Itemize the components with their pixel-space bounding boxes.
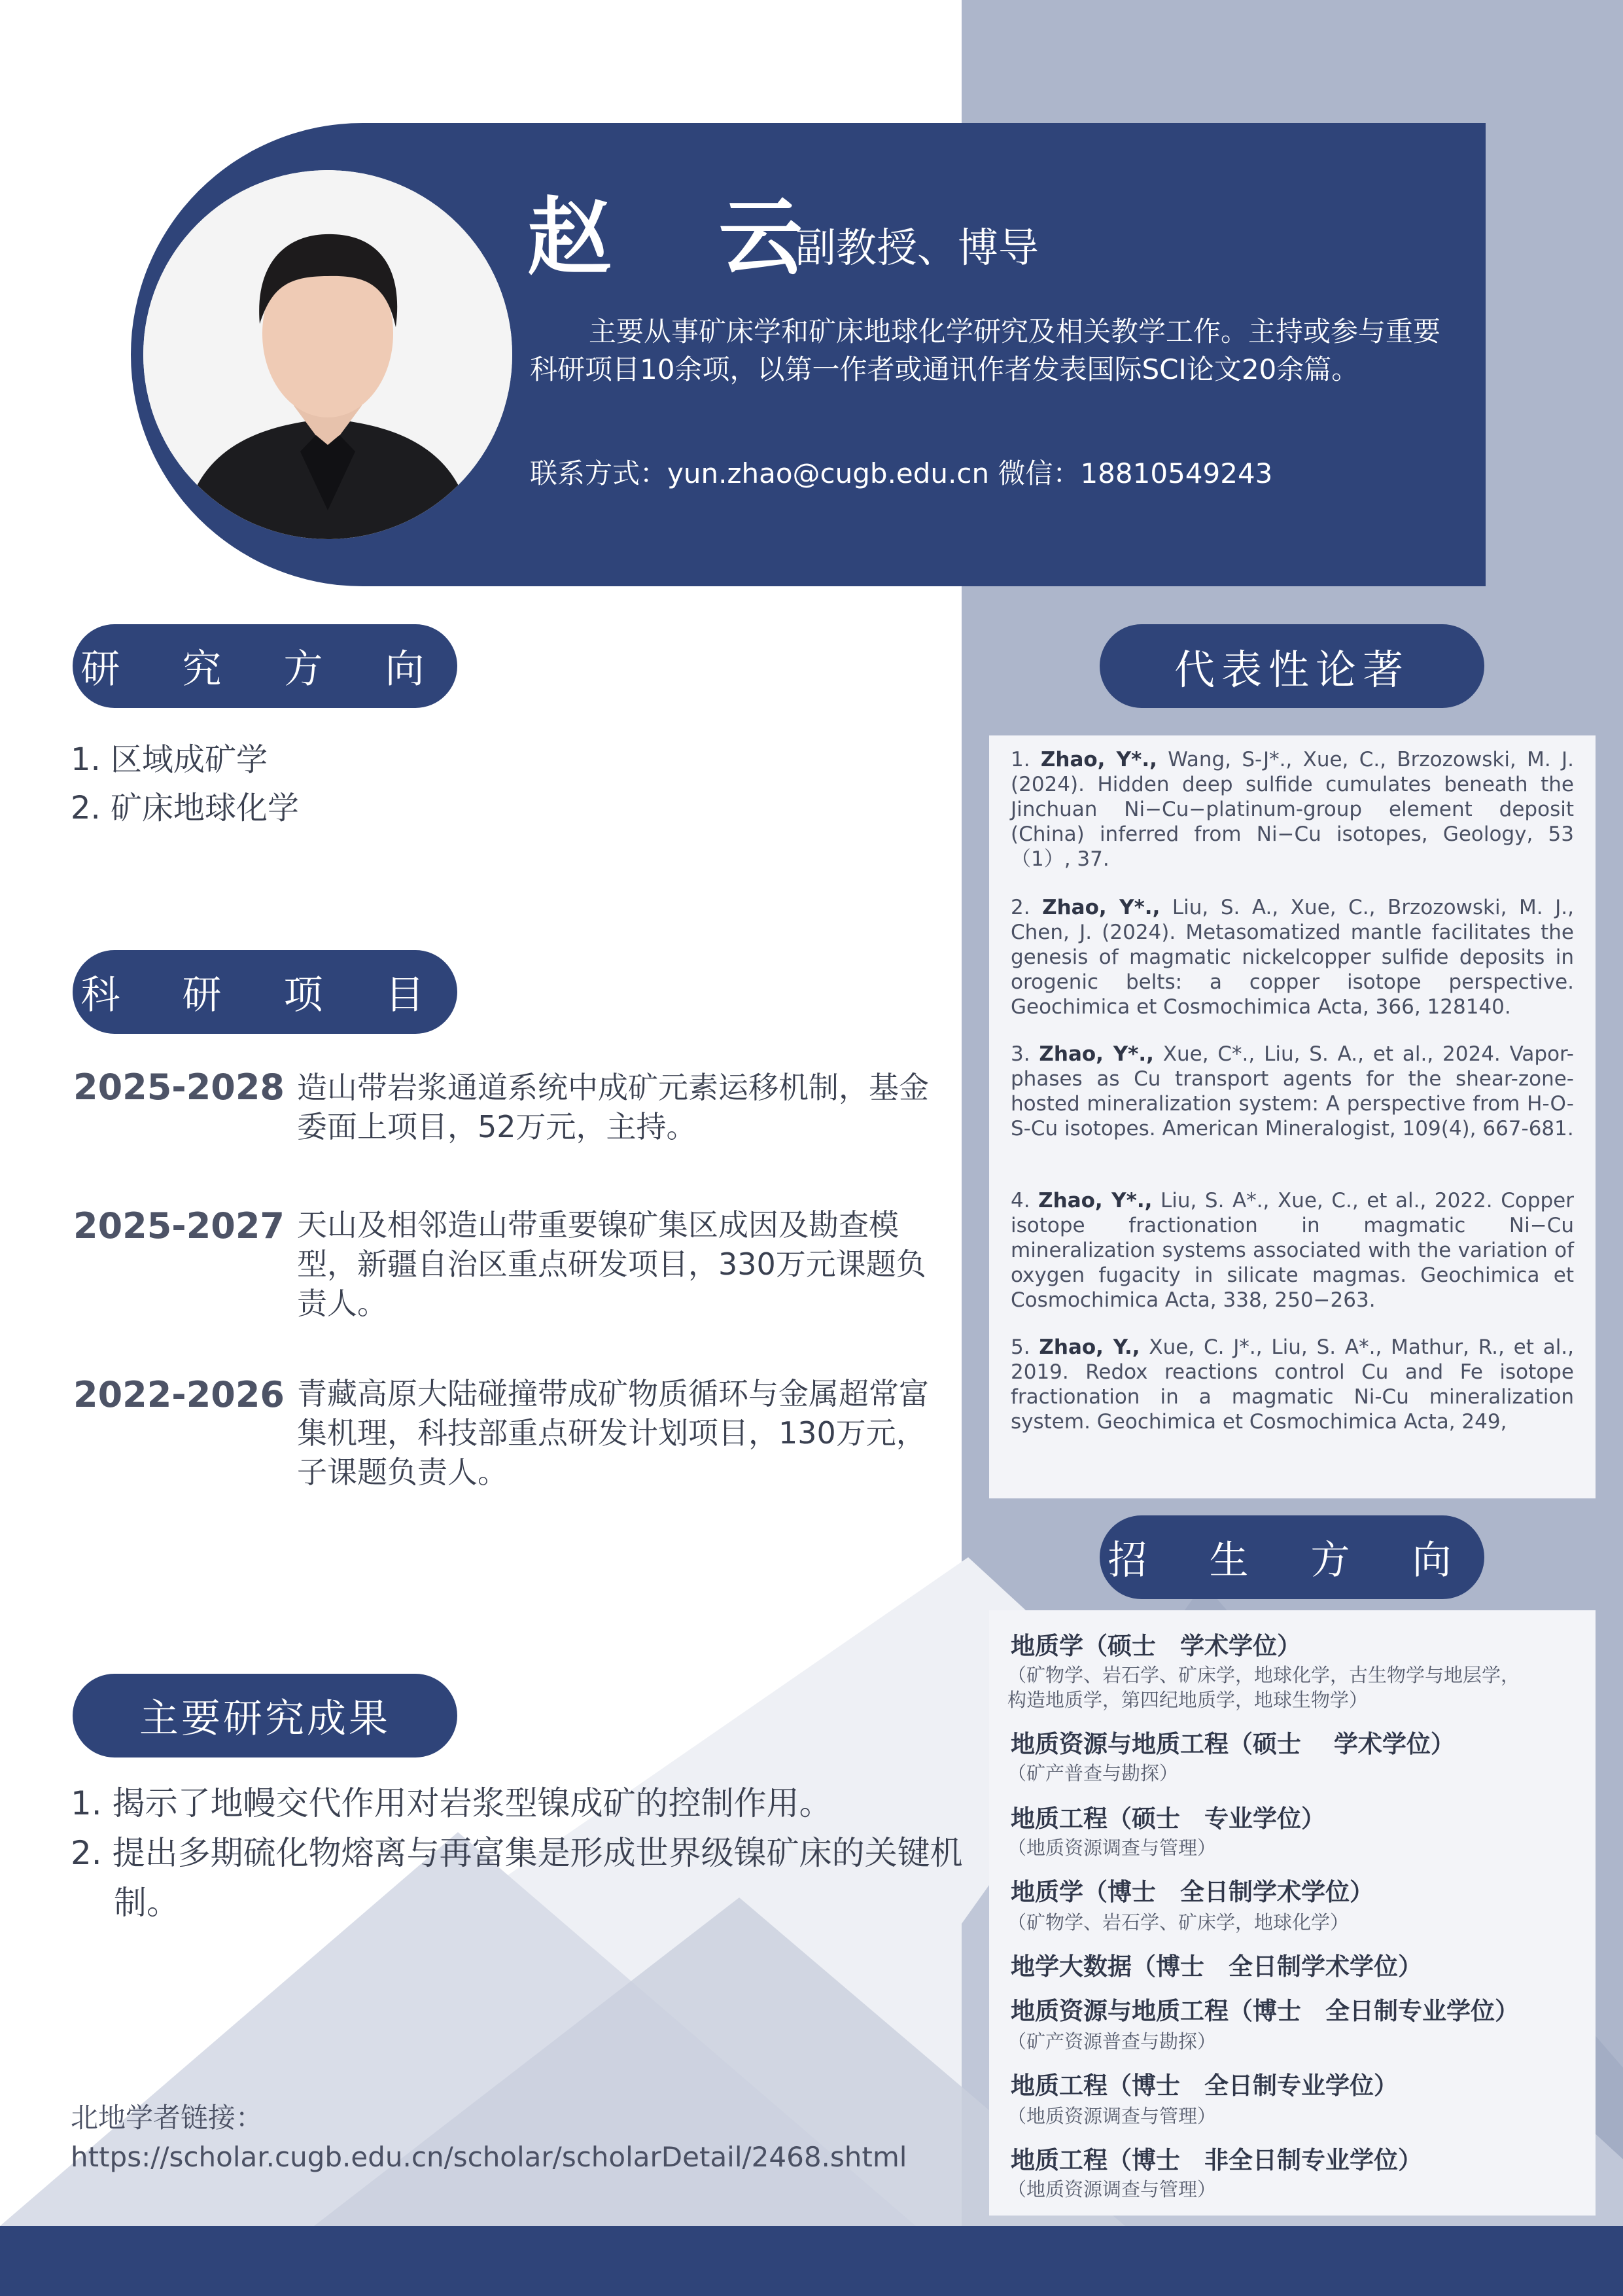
profile-contact: 联系方式：yun.zhao@cugb.edu.cn 微信：18810549243: [530, 457, 1273, 489]
section-enrollment: 招 生 方 向: [1100, 1515, 1484, 1599]
section-publications: 代表性论著: [1100, 624, 1484, 708]
scholar-link-url[interactable]: https://scholar.cugb.edu.cn/scholar/scholarDetail/2468.shtml: [71, 2141, 907, 2173]
achievement-item: 2. 提出多期硫化物熔离与再富集是形成世界级镍矿床的关键机制。: [71, 1834, 963, 1922]
profile-photo: [143, 170, 512, 539]
enrollment-detail: （矿物学、岩石学、矿床学，地球化学，古生物学与地层学，: [1007, 1664, 1520, 1686]
enrollment-detail: （矿产资源普查与勘探）: [1007, 2030, 1217, 2053]
publication-item: 1. Zhao, Y*., Wang, S-J*., Xue, C., Brzozowski, M. J. (2024). Hidden deep sulfide cumulates beneath the Jinchuan Ni−Cu−platinum-group element deposit (China) inferred from Ni−Cu isotopes, Geology, 53（1）, 37.: [1011, 748, 1574, 871]
publications-box: [989, 735, 1596, 1498]
enrollment-detail: （矿产普查与勘探）: [1007, 1762, 1179, 1784]
scholar-link-label: 北地学者链接：: [71, 2102, 264, 2134]
profile-name: 赵 云: [527, 189, 842, 287]
enrollment-program: 地质工程（硕士 专业学位）: [1011, 1805, 1325, 1833]
section-projects: 科 研 项 目: [73, 950, 457, 1034]
enrollment-detail: （地质资源调查与管理）: [1007, 2105, 1217, 2127]
enrollment-detail: （矿物学、岩石学、矿床学，地球化学）: [1007, 1911, 1350, 1934]
publication-item: 5. Zhao, Y., Xue, C. J*., Liu, S. A*., Mathur, R., et al., 2019. Redox reactions control Cu and Fe isotope fractionation in a magmatic Ni-Cu mineralization system. Geochimica et Cosmochimica Acta, 249,: [1011, 1335, 1575, 1434]
project-description: 造山带岩浆通道系统中成矿元素运移机制，基金委面上项目，52万元，主持。: [297, 1070, 929, 1144]
enrollment-detail: （地质资源调查与管理）: [1007, 1837, 1217, 1859]
enrollment-program: 地质工程（博士 非全日制专业学位）: [1011, 2146, 1422, 2174]
project-years: 2025-2027: [73, 1205, 285, 1246]
publication-item: 3. Zhao, Y*., Xue, C*., Liu, S. A., et al., 2024. Vapor-phases as Cu transport agents for the shear-zone-hosted mineralization system: A perspective from H-O-S-Cu isotopes. American Mineralogist, 109(4), 667-681.: [1011, 1042, 1574, 1140]
section-research-direction: 研 究 方 向: [73, 624, 457, 708]
profile-rank: 副教授、博导: [795, 224, 1039, 272]
research-direction-item: 2. 矿床地球化学: [71, 790, 300, 826]
project-description: 天山及相邻造山带重要镍矿集区成因及勘查模型，新疆自治区重点研发项目，330万元课题负责人。: [297, 1207, 926, 1321]
section-achievements: 主要研究成果: [73, 1674, 457, 1757]
research-direction-item: 1. 区域成矿学: [71, 741, 268, 778]
enrollment-program: 地质学（博士 全日制学术学位）: [1011, 1878, 1374, 1906]
enrollment-program: 地质学（硕士 学术学位）: [1011, 1632, 1301, 1660]
enrollment-program: 地质资源与地质工程（硕士 学术学位）: [1011, 1730, 1455, 1758]
enrollment-program: 地学大数据（博士 全日制学术学位）: [1011, 1952, 1422, 1981]
enrollment-program: 地质资源与地质工程（博士 全日制专业学位）: [1011, 1997, 1519, 2025]
publication-item: 4. Zhao, Y*., Liu, S. A*., Xue, C., et al., 2022. Copper isotope fractionation in magmatic Ni−Cu mineralization systems associated with the variation of oxygen fugacity in silicate magmas. Geochimica et Cosmochimica Acta, 338, 250−263.: [1011, 1189, 1574, 1312]
footer-bar: [0, 2226, 1623, 2296]
profile-bio: 主要从事矿床学和矿床地球化学研究及相关教学工作。主持或参与重要科研项目10余项，以第一作者或通讯作者发表国际SCI论文20余篇。: [530, 315, 1441, 385]
enrollment-detail: 构造地质学，第四纪地质学，地球生物学）: [1007, 1689, 1369, 1711]
project-years: 2025-2028: [73, 1067, 285, 1108]
enrollment-program: 地质工程（博士 全日制专业学位）: [1011, 2072, 1398, 2100]
achievement-item: 1. 揭示了地幔交代作用对岩浆型镍成矿的控制作用。: [71, 1784, 832, 1822]
enrollment-box: [989, 1610, 1596, 2216]
project-description: 青藏高原大陆碰撞带成矿物质循环与金属超常富集机理，科技部重点研发计划项目，130万元，子课题负责人。: [297, 1376, 929, 1490]
enrollment-detail: （地质资源调查与管理）: [1007, 2178, 1217, 2200]
project-years: 2022-2026: [73, 1374, 285, 1415]
publication-item: 2. Zhao, Y*., Liu, S. A., Xue, C., Brzozowski, M. J., Chen, J. (2024). Metasomatized mantle facilitates the genesis of magmatic nickelcopper sulfide deposits in orogenic belts: a copper isotope perspective. Geochimica et Cosmochimica Acta, 366, 128140.: [1011, 896, 1574, 1019]
